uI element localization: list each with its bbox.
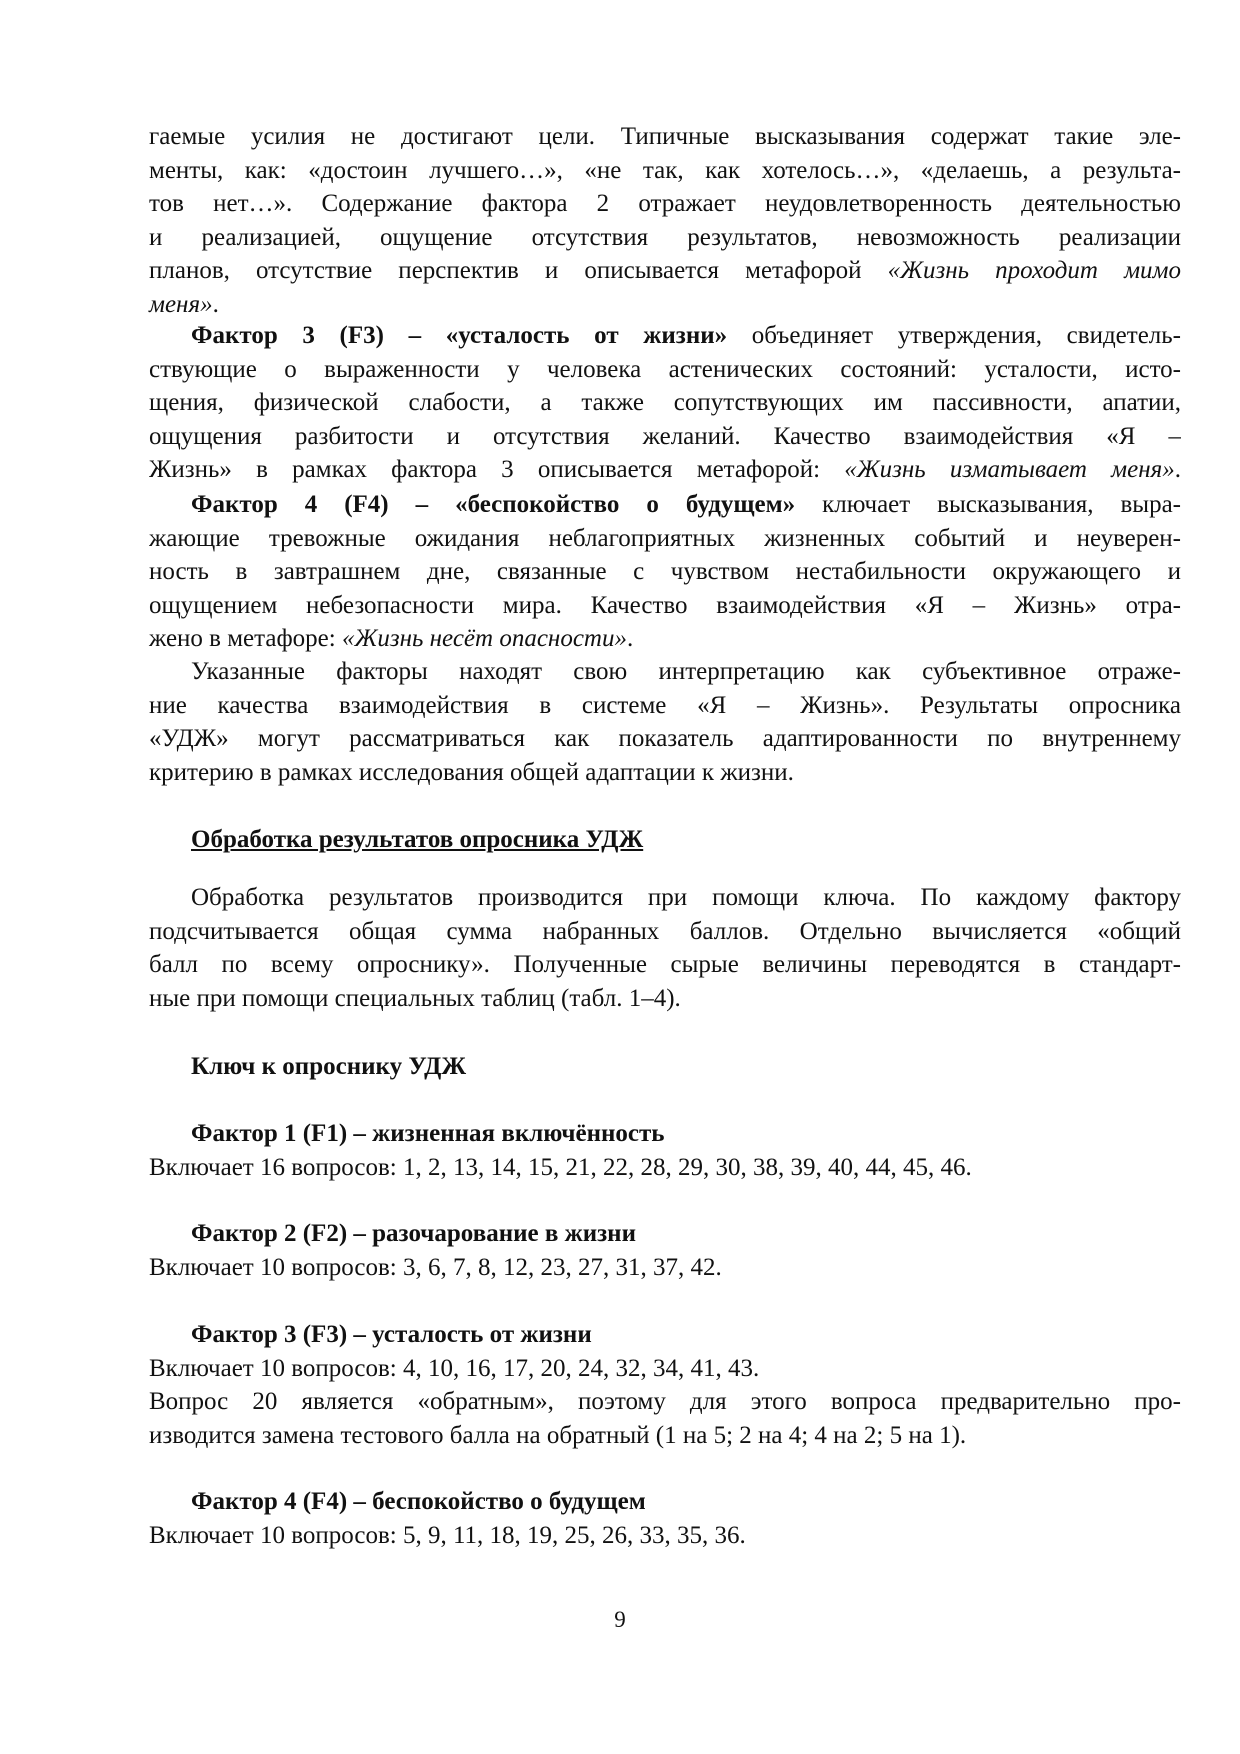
bold-text: Фактор 4 (F4) – «беспокойство о будущем» [191,491,796,518]
text-line [149,722,1181,756]
text: Включает 10 вопросов: 5, 9, 11, 18, 19, 25, 26, 33, 35, 36. [149,1521,746,1549]
page-number: 9 [614,1607,626,1632]
text-line [149,1318,1181,1352]
text: изводится замена тестового балла на обратный (1 на 5; 2 на 4; 4 на 2; 5 на 1). [149,1421,967,1449]
italic-text: «Жизнь изматывает меня» [844,456,1175,483]
text-line [149,823,1181,857]
text: ключает высказывания, выра- [795,491,1181,518]
text: объединяет утверждения, свидетель- [727,322,1181,349]
text-line [149,689,1181,723]
text: критерию в рамках исследования общей адаптации к жизни. [149,758,794,786]
text-line [149,319,1181,353]
text: планов, отсутствие перспектив и описывается метафорой [149,257,888,284]
text-line [149,1352,1181,1386]
bold-text: Фактор 4 (F4) – беспокойство о будущем [191,1488,646,1515]
text-line [149,1117,1181,1151]
key-factor1 [149,1117,1181,1184]
text: гаемые усилия не достигают цели. Типичные высказывания содержат такие эле- [149,123,1181,150]
bold-text: Обработка результатов опросника УДЖ [191,826,644,853]
text: жено в метафоре: [149,625,342,652]
text-line [149,948,1181,982]
text: . [1174,456,1181,483]
text-line [149,453,1181,487]
italic-text: «Жизнь проходит мимо [887,257,1181,284]
bold-text: Фактор 3 (F3) – усталость от жизни [191,1321,592,1348]
text: щения, физической слабости, а также сопутствующих им пассивности, апатии, [149,389,1181,416]
bold-text: Фактор 3 (F3) – «усталость от жизни» [191,322,728,349]
text: Указанные факторы находят свою интерпретацию как субъективное отраже- [191,658,1181,685]
italic-text: меня» [149,290,213,318]
text: ность в завтрашнем дне, связанные с чувством нестабильности окружающего и [149,558,1181,585]
text-line [149,1050,1181,1084]
text: . [626,625,634,652]
text-line [149,756,1181,790]
para-factor3 [149,319,1181,487]
para-factor2-continuation [149,120,1181,321]
text: ощущения разбитости и отсутствия желаний. Качество взаимодействия «Я – [149,422,1181,450]
key-factor2 [149,1217,1181,1284]
text-line [149,187,1181,221]
bold-text: Ключ к опроснику УДЖ [191,1053,467,1080]
text-line [149,386,1181,420]
text-line [149,1251,1181,1285]
para-interpretation [149,655,1181,789]
section-heading [149,823,1181,857]
text: Включает 16 вопросов: 1, 2, 13, 14, 15, 21, 22, 28, 29, 30, 38, 39, 40, 44, 45, 46. [149,1153,972,1181]
text-line [149,1151,1181,1185]
text: . [212,290,219,318]
text: Жизнь» в рамках фактора 3 описывается метафорой: [149,456,845,483]
bold-text: Фактор 2 (F2) – разочарование в жизни [191,1220,636,1247]
text: ные при помощи специальных таблиц (табл. 1–4). [149,984,681,1012]
text-line [149,982,1181,1016]
text-line [149,288,1181,322]
text-line [149,522,1181,556]
key-factor4 [149,1485,1181,1552]
text: и реализацией, ощущение отсутствия результатов, невозможность реализации [149,223,1181,251]
text: жающие тревожные ожидания неблагоприятных жизненных событий и неуверен- [149,524,1181,552]
text: Включает 10 вопросов: 3, 6, 7, 8, 12, 23, 27, 31, 37, 42. [149,1253,722,1281]
italic-text: «Жизнь несёт опасности» [341,625,627,652]
text-line [149,555,1181,589]
text-line [149,120,1181,154]
text-line [149,589,1181,623]
text-line [149,254,1181,288]
text-line [149,881,1181,915]
text-line [149,488,1181,522]
text-line [149,221,1181,255]
text-line [149,915,1181,949]
key-title [149,1050,1181,1084]
text-line [149,1419,1181,1453]
text: менты, как: «достоин лучшего…», «не так, как хотелось…», «делаешь, а результа- [149,156,1181,184]
bold-text: Фактор 1 (F1) – жизненная включённость [191,1120,665,1147]
text-line [149,622,1181,656]
text: «УДЖ» могут рассматриваться как показатель адаптированности по внутреннему [149,725,1181,752]
text: ощущением небезопасности мира. Качество взаимодействия «Я – Жизнь» отра- [149,591,1181,619]
para-processing [149,881,1181,1015]
text: Вопрос 20 является «обратным», поэтому для этого вопроса предварительно про- [149,1388,1181,1415]
key-factor3 [149,1318,1181,1452]
text: ствующие о выраженности у человека астенических состояний: усталости, исто- [149,355,1181,383]
text-line [149,353,1181,387]
text: подсчитывается общая сумма набранных баллов. Отдельно вычисляется «общий [149,917,1181,945]
text-line [149,1485,1181,1519]
text-line [149,1519,1181,1553]
text: ние качества взаимодействия в системе «Я – Жизнь». Результаты опросника [149,691,1181,719]
text-line [149,154,1181,188]
text: балл по всему опроснику». Полученные сырые величины переводятся в стандарт- [149,951,1181,978]
text: тов нет…». Содержание фактора 2 отражает неудовлетворенность деятельностью [149,190,1181,217]
text: Включает 10 вопросов: 4, 10, 16, 17, 20, 24, 32, 34, 41, 43. [149,1354,760,1382]
text-line [149,420,1181,454]
text-line [149,1217,1181,1251]
para-factor4 [149,488,1181,656]
text-line [149,655,1181,689]
text: Обработка результатов производится при помощи ключа. По каждому фактору [191,884,1181,911]
text-line [149,1385,1181,1419]
